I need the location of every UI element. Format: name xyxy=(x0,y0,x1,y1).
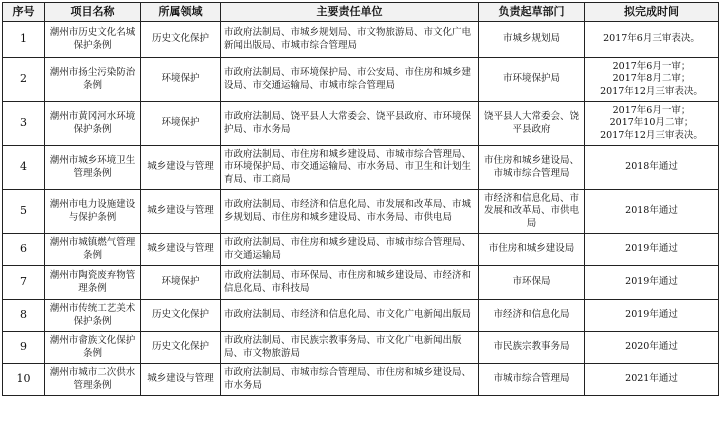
header-dept: 负责起草部门 xyxy=(479,3,585,22)
table-row xyxy=(3,364,719,396)
row-date: 2019年通过 xyxy=(585,234,719,266)
row-name: 潮州市电力设施建设与保护条例 xyxy=(45,190,141,234)
table-row xyxy=(3,332,719,364)
row-area: 历史文化保护 xyxy=(141,300,221,332)
row-area: 历史文化保护 xyxy=(141,332,221,364)
row-name: 潮州市城市二次供水管理条例 xyxy=(45,364,141,396)
table-row xyxy=(3,266,719,300)
row-date: 2017年6月一审； 2017年10月二审； 2017年12月三审表决。 xyxy=(585,102,719,146)
row-area: 历史文化保护 xyxy=(141,22,221,58)
row-date: 2021年通过 xyxy=(585,364,719,396)
row-units: 市政府法制局、市经济和信息化局、市发展和改革局、市城乡规划局、市住房和城乡建设局、市水务局、市供电局 xyxy=(221,190,479,234)
row-units: 市政府法制局、市环保局、市住房和城乡建设局、市经济和信息化局、市科技局 xyxy=(221,266,479,300)
header-date: 拟完成时间 xyxy=(585,3,719,22)
row-units: 市政府法制局、市城市综合管理局、市住房和城乡建设局、市水务局 xyxy=(221,364,479,396)
row-num: 2 xyxy=(3,58,45,102)
row-dept: 饶平县人大常委会、饶平县政府 xyxy=(479,102,585,146)
row-num: 7 xyxy=(3,266,45,300)
row-dept: 市城市综合管理局 xyxy=(479,364,585,396)
row-dept: 市住房和城乡建设局、市城市综合管理局 xyxy=(479,146,585,190)
table-row xyxy=(3,58,719,102)
row-units: 市政府法制局、市城乡规划局、市文物旅游局、市文化广电新闻出版局、市城市综合管理局 xyxy=(221,22,479,58)
header-num: 序号 xyxy=(3,3,45,22)
row-dept: 市经济和信息化局、市发展和改革局、市供电局 xyxy=(479,190,585,234)
row-date: 2017年6月一审； 2017年8月二审； 2017年12月三审表决。 xyxy=(585,58,719,102)
row-units: 市政府法制局、市住房和城乡建设局、市城市综合管理局、市交通运输局 xyxy=(221,234,479,266)
table-row xyxy=(3,190,719,234)
row-date: 2018年通过 xyxy=(585,146,719,190)
row-area: 城乡建设与管理 xyxy=(141,190,221,234)
row-num: 9 xyxy=(3,332,45,364)
row-date: 2018年通过 xyxy=(585,190,719,234)
row-num: 10 xyxy=(3,364,45,396)
header-row xyxy=(3,3,719,22)
row-area: 环境保护 xyxy=(141,102,221,146)
legislation-plan-table xyxy=(2,2,719,396)
row-name: 潮州市陶瓷废弃物管理条例 xyxy=(45,266,141,300)
header-name: 项目名称 xyxy=(45,3,141,22)
row-date: 2017年6月三审表决。 xyxy=(585,22,719,58)
row-dept: 市环境保护局 xyxy=(479,58,585,102)
row-dept: 市经济和信息化局 xyxy=(479,300,585,332)
row-name: 潮州市城乡环境卫生管理条例 xyxy=(45,146,141,190)
header-units: 主要责任单位 xyxy=(221,3,479,22)
row-dept: 市城乡规划局 xyxy=(479,22,585,58)
row-dept: 市环保局 xyxy=(479,266,585,300)
header-area: 所属领域 xyxy=(141,3,221,22)
row-area: 城乡建设与管理 xyxy=(141,234,221,266)
row-num: 1 xyxy=(3,22,45,58)
row-name: 潮州市扬尘污染防治条例 xyxy=(45,58,141,102)
row-area: 环境保护 xyxy=(141,266,221,300)
row-date: 2019年通过 xyxy=(585,300,719,332)
table-row xyxy=(3,234,719,266)
row-num: 5 xyxy=(3,190,45,234)
row-name: 潮州市历史文化名城保护条例 xyxy=(45,22,141,58)
row-area: 城乡建设与管理 xyxy=(141,146,221,190)
row-date: 2019年通过 xyxy=(585,266,719,300)
row-area: 环境保护 xyxy=(141,58,221,102)
row-units: 市政府法制局、市住房和城乡建设局、市城市综合管理局、市环境保护局、市交通运输局、市水务局、市卫生和计划生育局、市工商局 xyxy=(221,146,479,190)
row-units: 市政府法制局、市环境保护局、市公安局、市住房和城乡建设局、市交通运输局、市城市综合管理局 xyxy=(221,58,479,102)
row-num: 6 xyxy=(3,234,45,266)
row-units: 市政府法制局、市民族宗教事务局、市文化广电新闻出版局、市文物旅游局 xyxy=(221,332,479,364)
row-dept: 市住房和城乡建设局 xyxy=(479,234,585,266)
table-row xyxy=(3,22,719,58)
row-num: 4 xyxy=(3,146,45,190)
row-num: 8 xyxy=(3,300,45,332)
row-num: 3 xyxy=(3,102,45,146)
table-row xyxy=(3,102,719,146)
table-row xyxy=(3,146,719,190)
row-name: 潮州市黄冈河水环境保护条例 xyxy=(45,102,141,146)
row-name: 潮州市畲族文化保护条例 xyxy=(45,332,141,364)
row-area: 城乡建设与管理 xyxy=(141,364,221,396)
row-dept: 市民族宗教事务局 xyxy=(479,332,585,364)
row-date: 2020年通过 xyxy=(585,332,719,364)
row-units: 市政府法制局、饶平县人大常委会、饶平县政府、市环境保护局、市水务局 xyxy=(221,102,479,146)
row-name: 潮州市城镇燃气管理条例 xyxy=(45,234,141,266)
row-name: 潮州市传统工艺美术保护条例 xyxy=(45,300,141,332)
table-row xyxy=(3,300,719,332)
row-units: 市政府法制局、市经济和信息化局、市文化广电新闻出版局 xyxy=(221,300,479,332)
